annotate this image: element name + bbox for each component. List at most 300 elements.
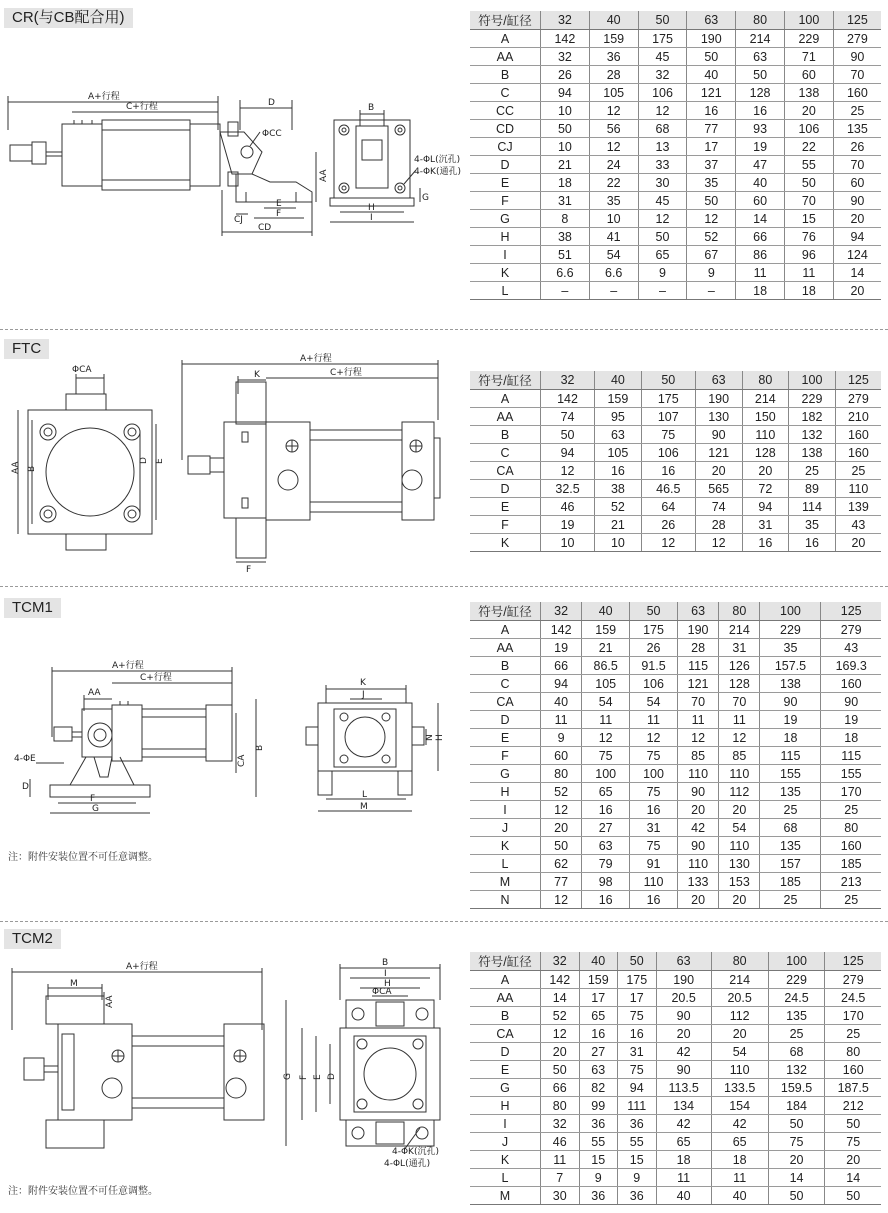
value-cell: 17 bbox=[618, 989, 657, 1007]
table-row bbox=[470, 657, 881, 675]
table-row bbox=[470, 1151, 881, 1169]
value-cell: 155 bbox=[821, 765, 881, 783]
cr-spec-table bbox=[470, 11, 881, 300]
value-cell: 142 bbox=[541, 390, 595, 408]
table-row bbox=[470, 639, 881, 657]
symbol-cell: H bbox=[470, 228, 541, 246]
value-cell: 93 bbox=[736, 120, 785, 138]
header-cell: 63 bbox=[656, 952, 711, 971]
value-cell: 229 bbox=[760, 621, 821, 639]
section-title-tcm2: TCM2 bbox=[4, 929, 61, 949]
value-cell: 50 bbox=[825, 1115, 881, 1133]
value-cell: 91.5 bbox=[630, 657, 678, 675]
value-cell: 182 bbox=[789, 408, 836, 426]
header-cell: 80 bbox=[736, 11, 785, 30]
value-cell: 54 bbox=[589, 246, 638, 264]
tcm2-spec-tbody bbox=[470, 952, 881, 1205]
value-cell: 111 bbox=[618, 1097, 657, 1115]
value-cell: 99 bbox=[579, 1097, 618, 1115]
table-row bbox=[470, 747, 881, 765]
value-cell: 94 bbox=[541, 444, 595, 462]
value-cell: 10 bbox=[541, 138, 590, 156]
table-row bbox=[470, 711, 881, 729]
value-cell: 12 bbox=[638, 210, 687, 228]
value-cell: 90 bbox=[656, 1007, 711, 1025]
symbol-cell: H bbox=[470, 1097, 541, 1115]
header-cell: 125 bbox=[833, 11, 881, 30]
tcm1-dim-d: D bbox=[22, 782, 29, 792]
value-cell: 90 bbox=[833, 192, 881, 210]
value-cell: 17 bbox=[579, 989, 618, 1007]
table-row bbox=[470, 1169, 881, 1187]
table-row bbox=[470, 84, 881, 102]
value-cell: 115 bbox=[760, 747, 821, 765]
value-cell: 138 bbox=[760, 675, 821, 693]
value-cell: 9 bbox=[638, 264, 687, 282]
value-cell: 82 bbox=[579, 1079, 618, 1097]
symbol-cell: E bbox=[470, 174, 541, 192]
symbol-cell: M bbox=[470, 1187, 541, 1205]
value-cell: 40 bbox=[687, 66, 736, 84]
value-cell: 63 bbox=[736, 48, 785, 66]
value-cell: 16 bbox=[595, 462, 642, 480]
tcm2-dim-h: H bbox=[384, 979, 391, 989]
value-cell: 86 bbox=[736, 246, 785, 264]
value-cell: 31 bbox=[630, 819, 678, 837]
value-cell: 160 bbox=[835, 426, 881, 444]
symbol-cell: B bbox=[470, 66, 541, 84]
tcm1-dim-a: A+行程 bbox=[112, 661, 144, 671]
cr-hole-l: 4-ΦL(沉孔) bbox=[414, 155, 461, 165]
value-cell: 14 bbox=[833, 264, 881, 282]
value-cell: 26 bbox=[630, 639, 678, 657]
divider-2 bbox=[0, 586, 888, 587]
header-cell: 40 bbox=[582, 602, 630, 621]
symbol-cell: L bbox=[470, 1169, 541, 1187]
symbol-cell: L bbox=[470, 855, 541, 873]
symbol-cell: B bbox=[470, 657, 541, 675]
value-cell: 12 bbox=[541, 1025, 580, 1043]
cr-dim-g: G bbox=[422, 193, 429, 203]
value-cell: 60 bbox=[541, 747, 582, 765]
symbol-cell: N bbox=[470, 891, 541, 909]
value-cell: 16 bbox=[630, 801, 678, 819]
value-cell: 50 bbox=[541, 1061, 580, 1079]
value-cell: 40 bbox=[736, 174, 785, 192]
value-cell: 47 bbox=[736, 156, 785, 174]
value-cell: 35 bbox=[760, 639, 821, 657]
value-cell: 9 bbox=[579, 1169, 618, 1187]
symbol-cell: B bbox=[470, 1007, 541, 1025]
value-cell: 229 bbox=[768, 971, 825, 989]
value-cell: 18 bbox=[541, 174, 590, 192]
cr-dim-a: A+行程 bbox=[88, 92, 120, 102]
value-cell: 25 bbox=[821, 891, 881, 909]
symbol-cell: CC bbox=[470, 102, 541, 120]
header-cell: 32 bbox=[541, 602, 582, 621]
value-cell: 50 bbox=[784, 174, 833, 192]
value-cell: 159 bbox=[582, 621, 630, 639]
value-cell: 14 bbox=[736, 210, 785, 228]
value-cell: 16 bbox=[618, 1025, 657, 1043]
value-cell: 85 bbox=[719, 747, 760, 765]
symbol-cell: K bbox=[470, 534, 541, 552]
value-cell: 80 bbox=[541, 1097, 580, 1115]
value-cell: 124 bbox=[833, 246, 881, 264]
table-row bbox=[470, 621, 881, 639]
value-cell: 89 bbox=[789, 480, 836, 498]
value-cell: 50 bbox=[541, 120, 590, 138]
value-cell: 42 bbox=[656, 1115, 711, 1133]
value-cell: 21 bbox=[582, 639, 630, 657]
value-cell: 16 bbox=[687, 102, 736, 120]
value-cell: 9 bbox=[687, 264, 736, 282]
value-cell: 36 bbox=[589, 48, 638, 66]
cr-hole-k: 4-ΦK(通孔) bbox=[414, 167, 461, 177]
value-cell: 52 bbox=[541, 1007, 580, 1025]
value-cell: 12 bbox=[695, 534, 742, 552]
value-cell: 20.5 bbox=[656, 989, 711, 1007]
value-cell: 42 bbox=[656, 1043, 711, 1061]
table-row bbox=[470, 1187, 881, 1205]
value-cell: 28 bbox=[589, 66, 638, 84]
value-cell: 128 bbox=[736, 84, 785, 102]
value-cell: 25 bbox=[760, 801, 821, 819]
value-cell: 16 bbox=[742, 534, 789, 552]
value-cell: 229 bbox=[789, 390, 836, 408]
header-cell: 32 bbox=[541, 371, 595, 390]
table-row bbox=[470, 855, 881, 873]
value-cell: 36 bbox=[579, 1115, 618, 1133]
value-cell: 67 bbox=[687, 246, 736, 264]
value-cell: 79 bbox=[582, 855, 630, 873]
value-cell: 11 bbox=[719, 711, 760, 729]
value-cell: 22 bbox=[589, 174, 638, 192]
value-cell: 213 bbox=[821, 873, 881, 891]
cr-dim-cd: CD bbox=[258, 223, 272, 233]
value-cell: 25 bbox=[789, 462, 836, 480]
value-cell: 90 bbox=[677, 783, 718, 801]
tcm2-dim-f: F bbox=[299, 1074, 309, 1080]
value-cell: 20 bbox=[695, 462, 742, 480]
header-cell: 100 bbox=[789, 371, 836, 390]
value-cell: 68 bbox=[760, 819, 821, 837]
value-cell: 12 bbox=[630, 729, 678, 747]
value-cell: 20 bbox=[677, 801, 718, 819]
value-cell: 91 bbox=[630, 855, 678, 873]
value-cell: 121 bbox=[677, 675, 718, 693]
value-cell: 11 bbox=[541, 711, 582, 729]
value-cell: 36 bbox=[618, 1187, 657, 1205]
value-cell: 214 bbox=[711, 971, 768, 989]
value-cell: 94 bbox=[541, 84, 590, 102]
value-cell: 110 bbox=[719, 765, 760, 783]
value-cell: 11 bbox=[541, 1151, 580, 1169]
value-cell: 30 bbox=[638, 174, 687, 192]
tcm2-table-header bbox=[470, 952, 881, 971]
divider-3 bbox=[0, 921, 888, 922]
value-cell: 18 bbox=[821, 729, 881, 747]
value-cell: 62 bbox=[541, 855, 582, 873]
value-cell: 114 bbox=[789, 498, 836, 516]
value-cell: 12 bbox=[589, 138, 638, 156]
value-cell: – bbox=[541, 282, 590, 300]
value-cell: 75 bbox=[641, 426, 695, 444]
value-cell: 50 bbox=[687, 48, 736, 66]
value-cell: 75 bbox=[618, 1007, 657, 1025]
value-cell: 18 bbox=[736, 282, 785, 300]
value-cell: 12 bbox=[638, 102, 687, 120]
value-cell: 155 bbox=[760, 765, 821, 783]
value-cell: 6.6 bbox=[589, 264, 638, 282]
value-cell: 80 bbox=[541, 765, 582, 783]
value-cell: 150 bbox=[742, 408, 789, 426]
value-cell: 160 bbox=[821, 675, 881, 693]
value-cell: 20 bbox=[835, 534, 881, 552]
symbol-cell: C bbox=[470, 675, 541, 693]
tcm2-note: 注：附件安装位置不可任意调整。 bbox=[8, 1186, 158, 1197]
value-cell: 8 bbox=[541, 210, 590, 228]
table-row bbox=[470, 390, 881, 408]
value-cell: 175 bbox=[618, 971, 657, 989]
value-cell: 133.5 bbox=[711, 1079, 768, 1097]
value-cell: 16 bbox=[736, 102, 785, 120]
value-cell: 565 bbox=[695, 480, 742, 498]
value-cell: 11 bbox=[736, 264, 785, 282]
value-cell: 90 bbox=[677, 837, 718, 855]
value-cell: 112 bbox=[719, 783, 760, 801]
value-cell: 9 bbox=[618, 1169, 657, 1187]
value-cell: 112 bbox=[711, 1007, 768, 1025]
tcm2-drawing bbox=[0, 960, 465, 1175]
value-cell: 50 bbox=[825, 1187, 881, 1205]
value-cell: 41 bbox=[589, 228, 638, 246]
value-cell: 25 bbox=[768, 1025, 825, 1043]
symbol-cell: G bbox=[470, 210, 541, 228]
cr-dim-b: B bbox=[368, 103, 375, 113]
cr-dim-c: C+行程 bbox=[126, 102, 158, 112]
symbol-cell: E bbox=[470, 498, 541, 516]
table-row bbox=[470, 1097, 881, 1115]
table-row bbox=[470, 426, 881, 444]
value-cell: 42 bbox=[677, 819, 718, 837]
ftc-dim-f: F bbox=[246, 565, 252, 575]
symbol-cell: G bbox=[470, 1079, 541, 1097]
value-cell: 14 bbox=[768, 1169, 825, 1187]
value-cell: 31 bbox=[618, 1043, 657, 1061]
section-title-cr: CR(与CB配合用) bbox=[4, 8, 133, 28]
tcm1-dim-g: G bbox=[92, 804, 99, 814]
header-cell: 100 bbox=[760, 602, 821, 621]
value-cell: 77 bbox=[687, 120, 736, 138]
value-cell: 134 bbox=[656, 1097, 711, 1115]
value-cell: 12 bbox=[589, 102, 638, 120]
table-row bbox=[470, 192, 881, 210]
table-row bbox=[470, 462, 881, 480]
table-row bbox=[470, 1115, 881, 1133]
value-cell: 54 bbox=[719, 819, 760, 837]
table-row bbox=[470, 228, 881, 246]
value-cell: 132 bbox=[768, 1061, 825, 1079]
tcm1-dim-f: F bbox=[90, 794, 96, 804]
value-cell: 85 bbox=[677, 747, 718, 765]
value-cell: 160 bbox=[835, 444, 881, 462]
value-cell: 175 bbox=[641, 390, 695, 408]
cr-dim-cj: CJ bbox=[234, 215, 243, 225]
value-cell: 153 bbox=[719, 873, 760, 891]
value-cell: 65 bbox=[582, 783, 630, 801]
value-cell: 16 bbox=[582, 891, 630, 909]
value-cell: 16 bbox=[630, 891, 678, 909]
value-cell: 12 bbox=[719, 729, 760, 747]
value-cell: 13 bbox=[638, 138, 687, 156]
value-cell: 128 bbox=[742, 444, 789, 462]
value-cell: 75 bbox=[618, 1061, 657, 1079]
value-cell: 20 bbox=[833, 282, 881, 300]
value-cell: 25 bbox=[833, 102, 881, 120]
value-cell: 24.5 bbox=[768, 989, 825, 1007]
value-cell: 110 bbox=[630, 873, 678, 891]
value-cell: 64 bbox=[641, 498, 695, 516]
header-cell: 32 bbox=[541, 11, 590, 30]
header-cell: 125 bbox=[821, 602, 881, 621]
value-cell: 110 bbox=[677, 765, 718, 783]
value-cell: 130 bbox=[695, 408, 742, 426]
value-cell: 90 bbox=[760, 693, 821, 711]
header-cell: 40 bbox=[589, 11, 638, 30]
symbol-cell: A bbox=[470, 621, 541, 639]
ftc-dim-d: D bbox=[139, 457, 149, 464]
value-cell: 20 bbox=[784, 102, 833, 120]
table-row bbox=[470, 765, 881, 783]
symbol-cell: C bbox=[470, 444, 541, 462]
value-cell: 45 bbox=[638, 192, 687, 210]
value-cell: 133 bbox=[677, 873, 718, 891]
header-cell: 50 bbox=[638, 11, 687, 30]
symbol-cell: A bbox=[470, 971, 541, 989]
ftc-spec-table bbox=[470, 371, 881, 552]
value-cell: 70 bbox=[833, 156, 881, 174]
value-cell: 74 bbox=[541, 408, 595, 426]
value-cell: 130 bbox=[719, 855, 760, 873]
value-cell: 80 bbox=[825, 1043, 881, 1061]
tcm1-dim-l: L bbox=[362, 790, 368, 800]
value-cell: 11 bbox=[711, 1169, 768, 1187]
value-cell: 214 bbox=[736, 30, 785, 48]
value-cell: 90 bbox=[656, 1061, 711, 1079]
symbol-cell: A bbox=[470, 390, 541, 408]
value-cell: 121 bbox=[695, 444, 742, 462]
header-cell: 63 bbox=[687, 11, 736, 30]
value-cell: 16 bbox=[641, 462, 695, 480]
symbol-cell: I bbox=[470, 1115, 541, 1133]
table-row bbox=[470, 210, 881, 228]
value-cell: 26 bbox=[641, 516, 695, 534]
value-cell: – bbox=[687, 282, 736, 300]
value-cell: 74 bbox=[695, 498, 742, 516]
value-cell: 38 bbox=[595, 480, 642, 498]
value-cell: 16 bbox=[789, 534, 836, 552]
symbol-cell: J bbox=[470, 1133, 541, 1151]
value-cell: 20 bbox=[742, 462, 789, 480]
value-cell: 18 bbox=[760, 729, 821, 747]
value-cell: 21 bbox=[595, 516, 642, 534]
value-cell: 54 bbox=[582, 693, 630, 711]
value-cell: 20.5 bbox=[711, 989, 768, 1007]
section-title-ftc: FTC bbox=[4, 339, 49, 359]
symbol-cell: E bbox=[470, 729, 541, 747]
value-cell: 16 bbox=[579, 1025, 618, 1043]
value-cell: 159 bbox=[579, 971, 618, 989]
tcm2-hole-k: 4-ΦK(沉孔) bbox=[392, 1147, 439, 1157]
value-cell: 18 bbox=[784, 282, 833, 300]
value-cell: 190 bbox=[695, 390, 742, 408]
value-cell: 50 bbox=[638, 228, 687, 246]
tcm1-hole-e: 4-ΦE bbox=[14, 754, 36, 764]
value-cell: 139 bbox=[835, 498, 881, 516]
table-row bbox=[470, 1007, 881, 1025]
value-cell: 113.5 bbox=[656, 1079, 711, 1097]
value-cell: 24.5 bbox=[825, 989, 881, 1007]
value-cell: 75 bbox=[630, 747, 678, 765]
table-row bbox=[470, 444, 881, 462]
value-cell: 214 bbox=[719, 621, 760, 639]
value-cell: 190 bbox=[677, 621, 718, 639]
value-cell: 71 bbox=[784, 48, 833, 66]
value-cell: 35 bbox=[789, 516, 836, 534]
ftc-dim-k: K bbox=[254, 370, 260, 380]
value-cell: 50 bbox=[768, 1187, 825, 1205]
table-row bbox=[470, 264, 881, 282]
symbol-cell: AA bbox=[470, 639, 541, 657]
table-row bbox=[470, 138, 881, 156]
value-cell: 20 bbox=[825, 1151, 881, 1169]
tcm2-dim-d: D bbox=[327, 1073, 337, 1080]
header-cell: 80 bbox=[742, 371, 789, 390]
value-cell: 15 bbox=[618, 1151, 657, 1169]
value-cell: 55 bbox=[618, 1133, 657, 1151]
value-cell: 212 bbox=[825, 1097, 881, 1115]
header-cell: 80 bbox=[711, 952, 768, 971]
tcm2-hole-l: 4-ΦL(通孔) bbox=[384, 1159, 431, 1169]
symbol-cell: L bbox=[470, 282, 541, 300]
tcm2-dim-g: G bbox=[283, 1073, 293, 1080]
value-cell: 12 bbox=[641, 534, 695, 552]
value-cell: 25 bbox=[825, 1025, 881, 1043]
tcm1-dim-aa: AA bbox=[88, 688, 101, 698]
value-cell: 12 bbox=[541, 462, 595, 480]
symbol-cell: K bbox=[470, 264, 541, 282]
symbol-cell: AA bbox=[470, 989, 541, 1007]
ftc-drawing bbox=[0, 350, 465, 575]
value-cell: 31 bbox=[541, 192, 590, 210]
value-cell: 10 bbox=[595, 534, 642, 552]
value-cell: 40 bbox=[711, 1187, 768, 1205]
tcm1-note: 注：附件安装位置不可任意调整。 bbox=[8, 852, 158, 863]
value-cell: 190 bbox=[656, 971, 711, 989]
symbol-cell: CA bbox=[470, 1025, 541, 1043]
value-cell: 75 bbox=[582, 747, 630, 765]
cr-drawing bbox=[0, 90, 465, 240]
value-cell: 10 bbox=[589, 210, 638, 228]
value-cell: 80 bbox=[821, 819, 881, 837]
header-cell: 63 bbox=[677, 602, 718, 621]
value-cell: 128 bbox=[719, 675, 760, 693]
table-row bbox=[470, 480, 881, 498]
ftc-dim-e: E bbox=[155, 458, 165, 464]
value-cell: 142 bbox=[541, 971, 580, 989]
value-cell: 12 bbox=[541, 801, 582, 819]
